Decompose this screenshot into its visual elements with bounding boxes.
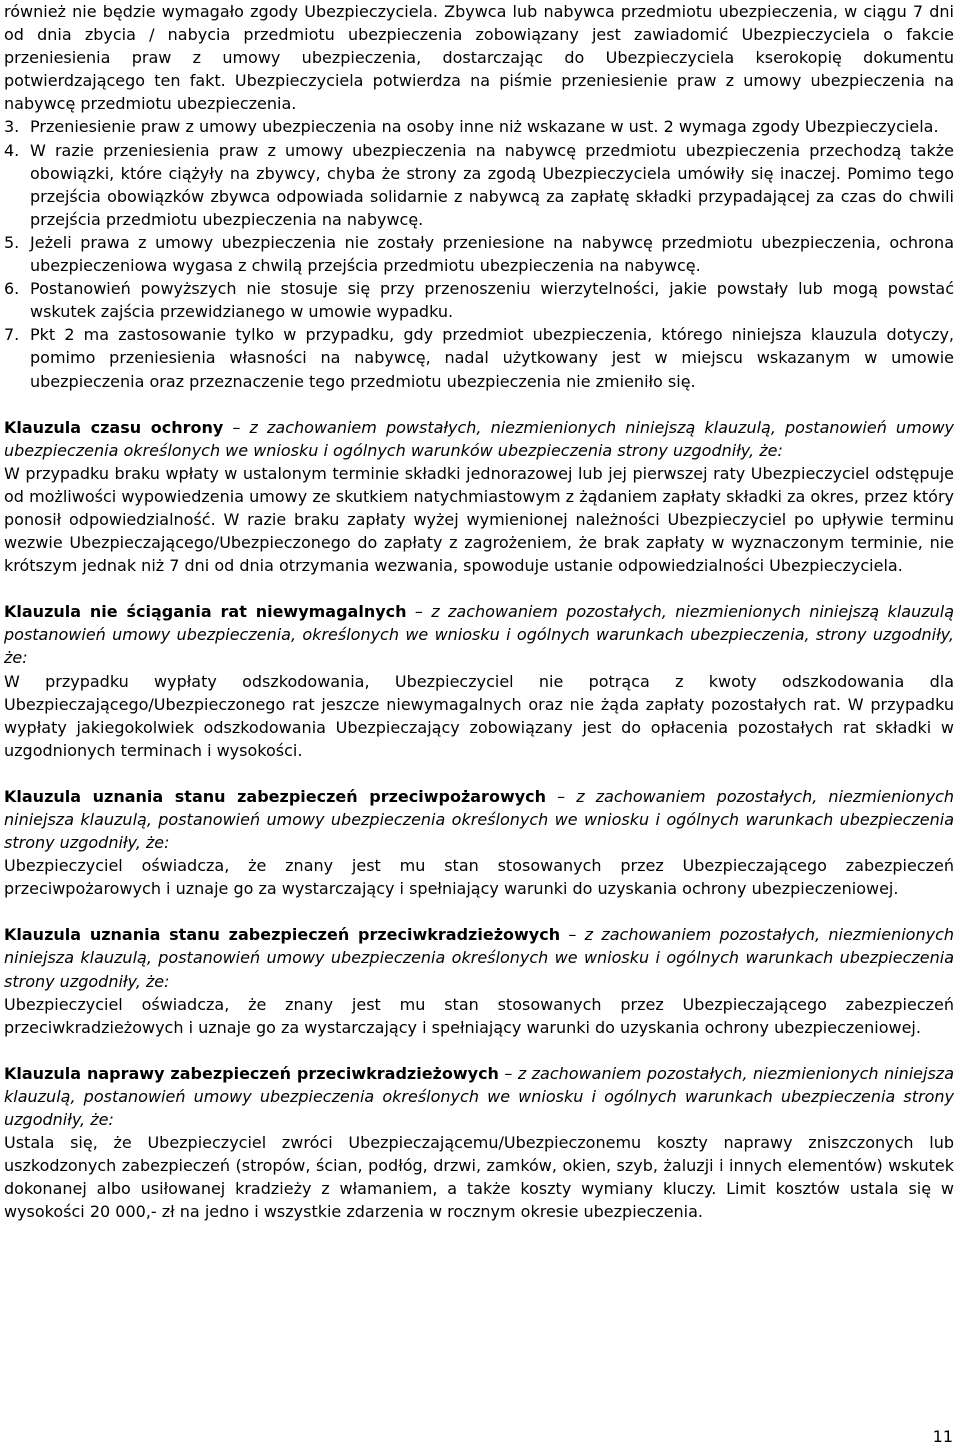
list-item-5 (4, 231, 954, 277)
clause-intro: z zachowaniem pozostałych, niezmienionych niniejsza klauzulą, postanowień umowy ubezpieczenia określonych we wniosku i ogólnych warunkach ubezpieczenia strony uzgodniły, że: (4, 786, 955, 853)
clause-title: Klauzula nie ściągania rat niewymagalnych (4, 602, 407, 622)
clause-intro: z zachowaniem pozostałych, niezmienionych niniejsza klauzulą, postanowień umowy ubezpieczenia określonych we wniosku i ogólnych warunkach ubezpieczenia strony uzgodniły, że: (4, 1063, 955, 1130)
clause-dash: – (406, 602, 432, 622)
list-text: Przeniesienie praw z umowy ubezpieczenia na osoby inne niż wskazane w ust. 2 wymaga zgody Ubezpieczyciela. (30, 117, 939, 137)
clause-czas-ochrony (4, 416, 954, 578)
clause-body: Ustala się, że Ubezpieczyciel zwróci Ubezpieczającemu/Ubezpieczonemu koszty naprawy zniszczonych lub uszkodzonych zabezpieczeń (stropów, ścian, podłóg, drzwi, zamków, okien, szyb, żaluzji i innych elementów) wskutek dokonanej albo usiłowanej kradzieży z włamaniem, a także koszty wymiany kluczy. Limit kosztów ustala się w wysokości 20 000,- zł na jedno i wszystkie zdarzenia w rocznym okresie ubezpieczenia. (4, 1133, 954, 1222)
clause-title: Klauzula czasu ochrony (4, 417, 224, 437)
clause-dash: – (560, 925, 585, 945)
continuation-paragraph: również nie będzie wymagało zgody Ubezpieczyciela. Zbywca lub nabywca przedmiotu ubezpieczenia, w ciągu 7 dni od dnia zbycia / nabycia przedmiotu ubezpieczenia zobowiązany jest zawiadomić Ubezpieczyciela o fakcie przeniesienia praw z umowy ubezpieczenia, dostarczając do Ubezpieczyciela kserokopię dokumentu potwierdzającego ten fakt. Ubezpieczyciela potwierdza na piśmie przeniesienie praw z umowy ubezpieczenia na nabywcę przedmiotu ubezpieczenia. (4, 2, 954, 114)
clause-dash: – (546, 786, 577, 806)
clause-intro: z zachowaniem pozostałych, niezmienionych niniejszą klauzulą postanowień umowy ubezpieczenia, określonych we wniosku i ogólnych warunkach ubezpieczenia, strony uzgodniły, że: (4, 602, 954, 668)
clause-naprawa-zabezpieczen (4, 1062, 954, 1224)
clause-body: Ubezpieczyciel oświadcza, że znany jest mu stan stosowanych przez Ubezpieczającego zabezpieczeń przeciwkradzieżowych i uznaje go za wystarczający i spełniający warunki do uzyskania ochrony ubezpieczeniowej. (4, 994, 954, 1037)
page-number: 11 (932, 1427, 953, 1446)
list-number: 4. (4, 140, 20, 160)
clause-body: W przypadku wypłaty odszkodowania, Ubezpieczyciel nie potrąca z kwoty odszkodowania dla Ubezpieczającego/Ubezpieczonego rat jeszcze niewymagalnych oraz nie żąda zapłaty pozostałych rat. W przypadku wypłaty jakiegokolwiek odszkodowania Ubezpieczający zobowiązany jest do opłacenia pozostałych rat składki w uzgodnionych terminach i wysokości. (4, 671, 954, 760)
clause-intro: z zachowaniem pozostałych, niezmienionych niniejsza klauzulą, postanowień umowy ubezpieczenia określonych we wniosku i ogólnych warunkach ubezpieczenia strony uzgodniły, że: (4, 925, 955, 991)
clause-dash: – (498, 1063, 518, 1083)
list-number: 6. (4, 279, 20, 299)
clause-body: Ubezpieczyciel oświadcza, że znany jest mu stan stosowanych przez Ubezpieczającego zabezpieczeń przeciwpożarowych i uznaje go za wystarczający i spełniający warunki do uzyskania ochrony ubezpieczeniowej. (4, 856, 954, 899)
list-item-7 (4, 323, 954, 392)
list-text: W razie przeniesienia praw z umowy ubezpieczenia na nabywcę przedmiotu ubezpieczenia przechodzą także obowiązki, które ciążyły na zbywcy, chyba że strony za zgodą Ubezpieczyciela umówiły się inaczej. Pomimo tego przejścia obowiązków zbywca odpowiada solidarnie z nabywcą za zapłatę składki przypadającej za czas do chwili przejścia przedmiotu ubezpieczenia na nabywcę. (30, 140, 954, 229)
clause-raty-niewymagalne (4, 600, 954, 762)
list-item-3 (4, 115, 954, 138)
list-item-6 (4, 277, 954, 323)
list-text: Postanowień powyższych nie stosuje się przy przenoszeniu wierzytelności, jakie powstały lub mogą powstać wskutek zajścia przewidzianego w umowie wypadku. (30, 279, 954, 322)
list-item-4 (4, 139, 954, 231)
list-number: 3. (4, 117, 20, 137)
clause-title: Klauzula naprawy zabezpieczeń przeciwkradzieżowych (4, 1063, 499, 1083)
clause-intro: z zachowaniem powstałych, niezmienionych niniejszą klauzulą, postanowień umowy ubezpieczenia określonych we wniosku i ogólnych warunków ubezpieczenia strony uzgodniły, że: (4, 417, 955, 460)
clause-zabezpieczenia-przeciwkradziezowe (4, 923, 954, 1038)
clause-body: W przypadku braku wpłaty w ustalonym terminie składki jednorazowej lub jej pierwszej raty Ubezpieczyciel odstępuje od możliwości wypowiedzenia umowy ze skutkiem natychmiastowym z żądaniem zapłaty składki za okres, przez który ponosił odpowiedzialność. W razie braku zapłaty wyżej wymienionej należności Ubezpieczyciel po upływie terminu wezwie Ubezpieczającego/Ubezpieczonego do zapłaty z zagrożeniem, że brak zapłaty w wyznaczonym terminie, nie krótszym jednak niż 7 dni od dnia otrzymania wezwania, spowoduje ustanie odpowiedzialności Ubezpieczyciela. (4, 463, 954, 576)
clause-title: Klauzula uznania stanu zabezpieczeń przeciwpożarowych (4, 786, 547, 806)
list-text: Jeżeli prawa z umowy ubezpieczenia nie zostały przeniesione na nabywcę przedmiotu ubezpieczenia, ochrona ubezpieczeniowa wygasa z chwilą przejścia przedmiotu ubezpieczenia na nabywcę. (30, 232, 954, 276)
list-number: 7. (4, 325, 20, 345)
clause-dash: – (223, 417, 250, 437)
list-number: 5. (4, 232, 20, 252)
list-text: Pkt 2 ma zastosowanie tylko w przypadku, gdy przedmiot ubezpieczenia, którego niniejsza klauzula dotyczy, pomimo przeniesienia własności na nabywcę, nadal użytkowany jest w miejscu wskazanym w umowie ubezpieczenia oraz przeznaczenie tego przedmiotu ubezpieczenia nie zmieniło się. (30, 325, 954, 391)
clause-title: Klauzula uznania stanu zabezpieczeń przeciwkradzieżowych (4, 925, 561, 945)
numbered-list (4, 115, 954, 392)
clause-zabezpieczenia-przeciwpozarowe (4, 785, 954, 900)
